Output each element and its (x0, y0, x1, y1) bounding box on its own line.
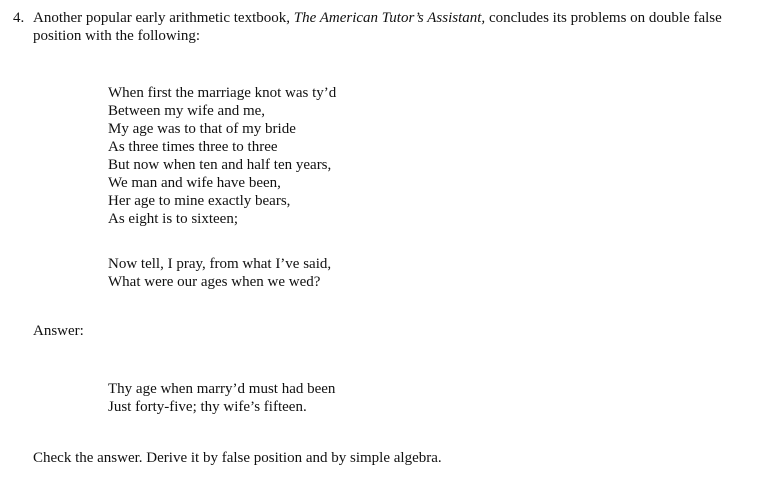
problem-number: 4. (13, 10, 25, 26)
poem-line: We man and wife have been, (108, 175, 281, 191)
answer-line: Thy age when marry’d must had been (108, 381, 336, 397)
answer-line: Just forty-five; thy wife’s fifteen. (108, 399, 307, 415)
poem-line: As three times three to three (108, 139, 278, 155)
poem-line: As eight is to sixteen; (108, 211, 238, 227)
answer-label: Answer: (33, 323, 84, 339)
poem-line: When first the marriage knot was ty’d (108, 85, 337, 101)
poem-stanza-2 (108, 255, 331, 291)
poem-line: Her age to mine exactly bears, (108, 193, 291, 209)
poem-line: Between my wife and me, (108, 103, 266, 119)
problem-intro (33, 9, 773, 45)
task-instruction: Check the answer. Derive it by false position and by simple algebra. (33, 450, 442, 466)
poem-line: What were our ages when we wed? (108, 274, 321, 290)
intro-text-before: Another popular early arithmetic textbook, (33, 10, 294, 26)
poem-stanza-1 (108, 84, 336, 228)
poem-line: Now tell, I pray, from what I’ve said, (108, 256, 332, 272)
book-title: The American Tutor’s Assistant, (293, 10, 486, 26)
poem-line: My age was to that of my bride (108, 121, 296, 137)
intro-text-after: concludes its problems on double false position with the following: (33, 10, 722, 44)
poem-line: But now when ten and half ten years, (108, 157, 332, 173)
answer-stanza (108, 380, 335, 416)
